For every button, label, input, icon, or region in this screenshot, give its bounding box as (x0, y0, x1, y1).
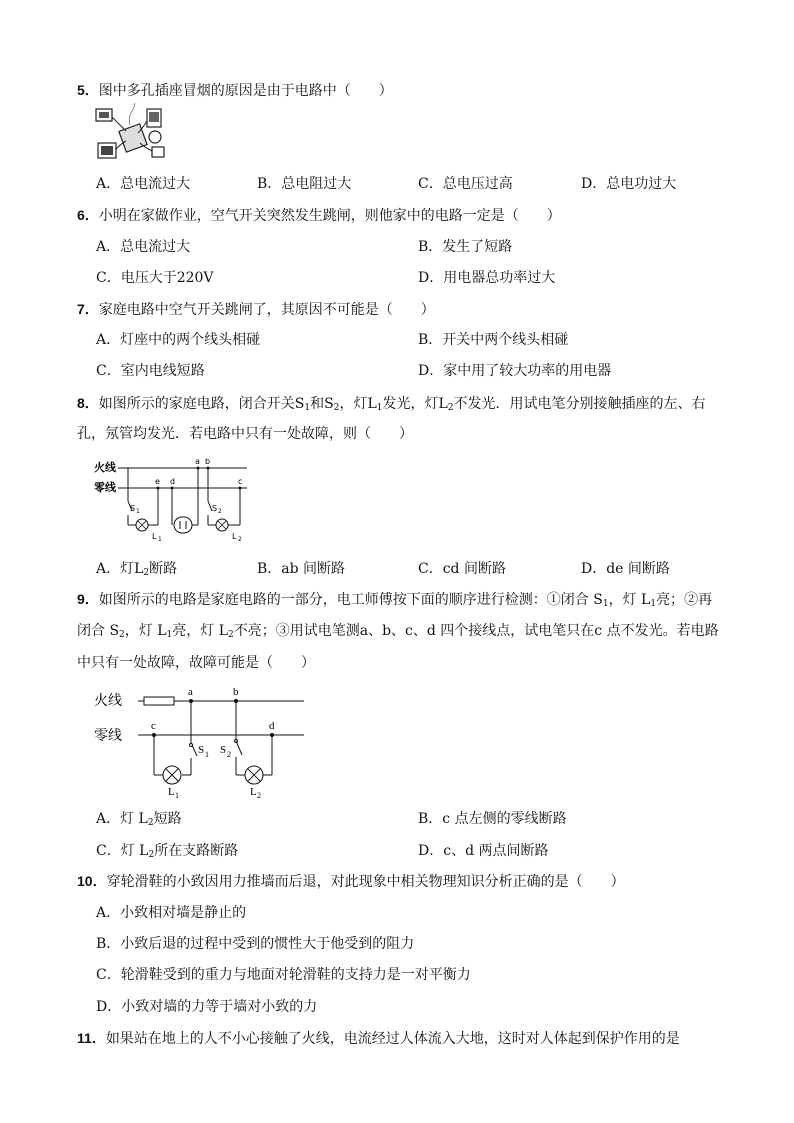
question-6: 6．小明在家做作业，空气开关突然发生跳闸，则他家中的电路一定是（ ） (77, 207, 561, 224)
q8-option-c: C．cd 间断路 (418, 561, 506, 577)
s2-label: S (220, 744, 227, 756)
q9-text-part: ，灯 L (608, 592, 651, 608)
q9-option-a-text: 短路 (153, 811, 182, 827)
q7-option-b: B．开关中两个线头相碰 (418, 332, 569, 348)
node-e-label: e (155, 477, 160, 486)
q10-option-a: A．小致相对墙是静止的 (96, 905, 247, 921)
node-c-label: c (238, 477, 243, 486)
question-9-line3: 中只有一处故障，故障可能是（ ） (77, 655, 315, 671)
l1-sub: 1 (158, 536, 162, 543)
question-11: 11．如果站在地上的人不小心接触了火线，电流经过人体流入大地，这时对人体起到保护作用的是 (77, 1030, 680, 1047)
l1-label: L (152, 532, 157, 541)
question-number: 5 (77, 82, 85, 98)
question-text: 图中多孔插座冒烟的原因是由于电路中（ ） (98, 83, 393, 99)
q8-sub: 2 (447, 403, 454, 413)
q9-text-part: 亮； (656, 592, 685, 608)
q7-option-d: D．家中用了较大功率的用电器 (418, 363, 612, 379)
q10-option-c: C．轮滑鞋受到的重力与地面对轮滑鞋的支持力是一对平衡力 (96, 967, 471, 983)
neutral-wire-label: 零线 (94, 729, 122, 744)
l2-label: L (232, 532, 237, 541)
q8-sub: 1 (304, 403, 311, 413)
q5-option-c: C．总电压过高 (418, 176, 513, 192)
question-number: 10 (77, 873, 93, 889)
q8-sub: 2 (333, 403, 340, 413)
question-number: 6 (77, 207, 85, 223)
q6-option-c: C．电压大于220V (96, 270, 214, 286)
q8-option-b: B．ab 间断路 (257, 561, 346, 577)
q9-option-c-text: C．灯 L (96, 843, 149, 859)
l2-sub: 2 (257, 791, 261, 800)
q8-circuit-diagram (92, 455, 252, 545)
q7-option-c: C．室内电线短路 (96, 363, 205, 379)
node-a-label: a (195, 457, 200, 466)
question-7: 7．家庭电路中空气开关跳闸了，其原因不可能是（ ） (77, 301, 435, 318)
s1-sub: 1 (136, 508, 140, 515)
q8-text-part: 发光，灯L (382, 396, 448, 412)
q8-sub: 1 (376, 403, 383, 413)
question-text: 小明在家做作业，空气开关突然发生跳闸，则他家中的电路一定是（ ） (98, 208, 561, 224)
q9-option-a-text: A．灯 L (96, 811, 148, 827)
question-number: 9 (77, 591, 85, 607)
s2-sub: 2 (227, 750, 231, 759)
q6-option-d: D．用电器总功率过大 (418, 270, 556, 286)
q8-option-a (96, 559, 177, 583)
s2-sub: 2 (218, 508, 222, 515)
neutral-wire-label: 零线 (94, 481, 116, 494)
s1-label: S (130, 504, 136, 513)
q9-circled-num: ② (684, 592, 699, 608)
question-text: 如果站在地上的人不小心接触了火线，电流经过人体流入大地，这时对人体起到保护作用的是 (105, 1031, 680, 1047)
question-text: 穿轮滑鞋的小致因用力推墙而后退，对此现象中相关物理知识分析正确的是（ ） (106, 874, 625, 890)
q8-option-a-text: 断路 (149, 561, 178, 577)
question-number: 7 (77, 301, 85, 317)
node-a-label: a (188, 686, 193, 698)
q9-text-part: 不亮； (233, 623, 276, 639)
s1-sub: 1 (205, 750, 209, 759)
fire-wire-label: 火线 (94, 694, 122, 709)
q8-option-a-text: A．灯L (96, 561, 144, 577)
s1-label: S (198, 744, 205, 756)
q10-option-d: D．小致对墙的力等于墙对小致的力 (96, 999, 318, 1015)
q9-sub: 2 (228, 630, 234, 640)
node-d-label: d (269, 720, 275, 732)
q9-sub: 2 (148, 850, 155, 860)
q9-option-b: B．c 点左侧的零线断路 (418, 811, 567, 827)
q9-text-part: 再 (698, 592, 713, 608)
q9-option-d: D．c、d 两点间断路 (418, 843, 549, 859)
q8-text-part: 和S (310, 396, 334, 412)
question-number: 8 (77, 395, 85, 411)
q9-sub: 1 (602, 599, 609, 609)
q9-option-c (96, 841, 238, 865)
overloaded-socket-illustration (92, 103, 172, 165)
q8-text-part: 不发光．用试电笔分别接触插座的左、右 (453, 396, 706, 412)
l1-label: L (168, 786, 175, 798)
node-d-label: d (170, 477, 176, 486)
question-text: 家庭电路中空气开关跳闸了，其原因不可能是（ ） (98, 302, 435, 318)
q9-text-part: ，灯 L (124, 623, 167, 639)
q9-text-part: 亮，灯 L (172, 623, 229, 639)
q9-circled-num: ③ (275, 623, 290, 639)
q6-option-b: B．发生了短路 (418, 239, 513, 255)
q7-option-a: A．灯座中的两个线头相碰 (96, 332, 261, 348)
q9-option-a (96, 809, 182, 833)
fire-wire-label: 火线 (94, 461, 116, 474)
question-8-line2: 孔，氖管均发光．若电路中只有一处故障，则（ ） (77, 426, 413, 442)
question-9: 9．如图所示的电路是家庭电路的一部分，电工师傅按下面的顺序进行检测：①闭合 $S_1$，灯 $L_1$亮；②再 (77, 591, 713, 609)
q8-text-part: 如图所示的家庭电路，闭合开关S (98, 396, 305, 412)
q10-option-b: B．小致后退的过程中受到的惯性大于他受到的阻力 (96, 936, 415, 952)
l2-label: L (250, 786, 257, 798)
q9-sub: 2 (147, 818, 154, 828)
q5-option-d: D．总电功过大 (581, 176, 677, 192)
q8-option-d: D．de 间断路 (581, 561, 670, 577)
q9-sub: 1 (166, 630, 173, 640)
node-c-label: c (151, 720, 156, 732)
q5-option-b: B．总电阻过大 (257, 176, 352, 192)
q9-text-part: 用试电笔测a、b、c、d 四个接线点，试电笔只在c 点不发光。若电路 (289, 623, 719, 639)
q9-sub: 2 (119, 630, 125, 640)
question-8: 8．如图所示的家庭电路，闭合开关$S_1$和$S_2$，灯$L_1$发光，灯$L_2$不发光．用试电笔分别接触插座的左、右 (77, 395, 706, 413)
question-10: 10．穿轮滑鞋的小致因用力推墙而后退，对此现象中相关物理知识分析正确的是（ ） (77, 873, 625, 890)
q8-text-part: ，灯L (339, 396, 377, 412)
q9-circled-num: ① (546, 592, 561, 608)
q9-text-part: 如图所示的电路是家庭电路的一部分，电工师傅按下面的顺序进行检测： (98, 592, 547, 608)
q9-text-part: 闭合 S (560, 592, 603, 608)
question-number: 11 (77, 1030, 92, 1046)
q9-sub: 1 (650, 599, 657, 609)
q9-option-c-text: 所在支路断路 (154, 843, 239, 859)
node-b-label: b (233, 686, 239, 698)
l1-sub: 1 (175, 791, 179, 800)
l2-sub: 2 (238, 536, 242, 543)
q8-sub: 2 (143, 568, 150, 578)
question-5: 5．图中多孔插座冒烟的原因是由于电路中（ ） (77, 82, 393, 99)
q9-text-part: 闭合 S (77, 623, 120, 639)
node-b-label: b (205, 457, 211, 466)
q6-option-a: A．总电流过大 (96, 239, 191, 255)
question-9-line2 (77, 621, 719, 645)
q5-option-a: A．总电流过大 (96, 176, 191, 192)
q9-circuit-diagram (92, 683, 322, 801)
s2-label: S (212, 504, 218, 513)
